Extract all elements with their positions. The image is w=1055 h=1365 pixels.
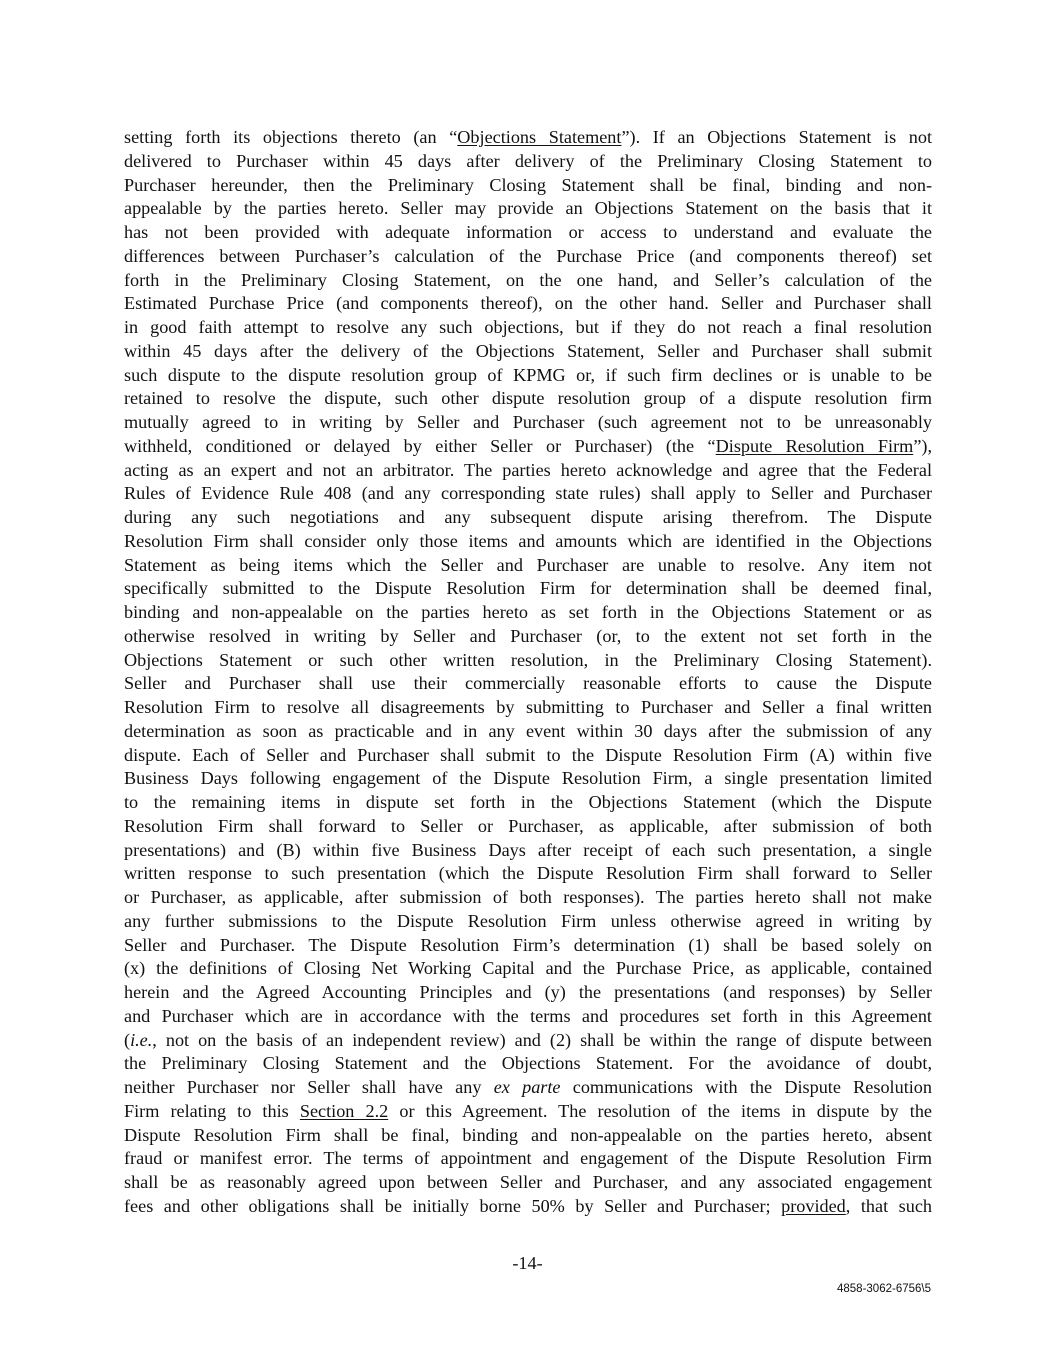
text-segment: , not on the basis of an independent review) and (2) shall be within the range of dispute between — [152, 1029, 932, 1050]
text-segment: determination as soon as practicable and in any event within 30 days after the submission of any — [124, 720, 932, 741]
text-segment: or Purchaser, as applicable, after submission of both responses). The parties hereto shall not make — [124, 887, 932, 907]
text-line — [124, 221, 932, 245]
document-id: 4858-3062-6756\5 — [837, 1283, 931, 1295]
text-segment: herein and the Agreed Accounting Principles and (y) the presentations (and responses) by Seller — [124, 982, 932, 1002]
text-line — [124, 126, 932, 150]
text-line — [124, 530, 932, 554]
text-line — [124, 269, 932, 293]
text-line — [124, 625, 932, 649]
text-segment: acting as an expert and not an arbitrator. The parties hereto acknowledge and agree that the Federal — [124, 459, 932, 480]
text-segment: , that such — [845, 1195, 932, 1216]
text-segment: Rules of Evidence Rule 408 (and any corresponding state rules) shall apply to Seller and Purchaser — [124, 483, 932, 504]
text-segment: withheld, conditioned or delayed by either Seller or Purchaser) (the “ — [124, 435, 716, 456]
text-segment: setting forth its objections thereto (an “ — [124, 127, 458, 147]
text-segment: binding and non-appealable on the parties hereto as set forth in the Objections Statement or as — [124, 602, 932, 622]
text-segment: during any such negotiations and any subsequent dispute arising therefrom. The Dispute — [124, 507, 932, 527]
text-segment: fraud or manifest error. The terms of appointment and engagement of the Dispute Resolution Firm — [124, 1148, 932, 1169]
text-segment: delivered to Purchaser within 45 days after delivery of the Preliminary Closing Statement to — [124, 150, 932, 171]
underlined-term: Section 2.2 — [299, 1100, 389, 1121]
text-segment: ( — [124, 1029, 131, 1050]
text-segment: and Purchaser which are in accordance with the terms and procedures set forth in this Agreement — [124, 1005, 932, 1026]
text-segment: shall be as reasonably agreed upon between Seller and Purchaser, and any associated engagement — [124, 1172, 932, 1192]
text-line — [124, 862, 932, 886]
text-segment: the Preliminary Closing Statement and the Objections Statement. For the avoidance of doubt, — [124, 1053, 932, 1074]
text-line — [124, 934, 932, 958]
text-segment: specifically submitted to the Dispute Resolution Firm for determination shall be deemed final, — [124, 578, 932, 599]
text-line — [124, 720, 932, 744]
text-line — [124, 482, 932, 506]
text-segment: written response to such presentation (which the Dispute Resolution Firm shall forward to Seller — [124, 863, 932, 884]
text-line — [124, 1100, 932, 1124]
text-segment: in good faith attempt to resolve any such objections, but if they do not reach a final resolution — [124, 317, 932, 337]
text-line — [124, 696, 932, 720]
text-line — [124, 1052, 932, 1076]
text-segment: forth in the Preliminary Closing Statement, on the one hand, and Seller’s calculation of the — [124, 269, 932, 290]
text-segment: to the remaining items in dispute set forth in the Objections Statement (which the Dispute — [124, 792, 932, 812]
text-line — [124, 245, 932, 269]
text-segment: presentations) and (B) within five Business Days after receipt of each such presentation, a single — [124, 839, 932, 860]
text-line — [124, 554, 932, 578]
text-line — [124, 1076, 932, 1100]
underlined-term: provided — [781, 1195, 846, 1216]
text-line — [124, 316, 932, 340]
text-line — [124, 767, 932, 791]
italic-term: i.e. — [130, 1029, 153, 1050]
text-segment: Statement as being items which the Seller and Purchaser are unable to resolve. Any item not — [124, 554, 932, 575]
text-line — [124, 292, 932, 316]
text-segment: has not been provided with adequate information or access to understand and evaluate the — [124, 222, 932, 242]
text-line — [124, 506, 932, 530]
text-segment: Dispute Resolution Firm shall be final, binding and non-appealable on the parties hereto, absent — [124, 1124, 932, 1145]
italic-term: ex parte — [493, 1077, 561, 1097]
text-segment: (x) the definitions of Closing Net Working Capital and the Purchase Price, as applicable, contained — [124, 958, 932, 979]
text-line — [124, 601, 932, 625]
text-segment: within 45 days after the delivery of the Objections Statement, Seller and Purchaser shall submit — [124, 340, 932, 361]
text-line — [124, 981, 932, 1005]
text-line — [124, 577, 932, 601]
text-line — [124, 411, 932, 435]
text-segment: Purchaser hereunder, then the Preliminary Closing Statement shall be final, binding and non- — [124, 174, 932, 195]
text-line — [124, 174, 932, 198]
text-segment: fees and other obligations shall be initially borne 50% by Seller and Purchaser; — [124, 1195, 782, 1216]
text-segment: otherwise resolved in writing by Seller and Purchaser (or, to the extent not set forth in the — [124, 625, 932, 646]
text-line — [124, 364, 932, 388]
text-line — [124, 387, 932, 411]
text-segment: Objections Statement or such other written resolution, in the Preliminary Closing Statement). — [124, 649, 932, 670]
underlined-term: Dispute Resolution Firm — [715, 435, 914, 456]
text-segment: appealable by the parties hereto. Seller may provide an Objections Statement on the basis that it — [124, 198, 932, 219]
text-segment: ”), — [913, 435, 932, 456]
text-segment: or this Agreement. The resolution of the items in dispute by the — [388, 1100, 932, 1121]
text-line — [124, 1171, 932, 1195]
text-line — [124, 815, 932, 839]
text-line — [124, 150, 932, 174]
text-line — [124, 197, 932, 221]
text-line — [124, 744, 932, 768]
text-line — [124, 1029, 932, 1053]
text-segment: Seller and Purchaser shall use their commercially reasonable efforts to cause the Dispute — [124, 673, 932, 694]
text-segment: such dispute to the dispute resolution group of KPMG or, if such firm declines or is unable to be — [124, 364, 932, 385]
underlined-term: Objections Statement — [457, 127, 622, 147]
text-segment: retained to resolve the dispute, such other dispute resolution group of a dispute resolution firm — [124, 388, 932, 409]
text-segment: ”). If an Objections Statement is not — [621, 127, 933, 147]
text-line — [124, 1005, 932, 1029]
text-segment: differences between Purchaser’s calculation of the Purchase Price (and components thereof) set — [124, 245, 932, 266]
text-segment: Resolution Firm shall consider only those items and amounts which are identified in the Objections — [124, 530, 932, 551]
text-line — [124, 1147, 932, 1171]
text-line — [124, 1195, 932, 1219]
text-line — [124, 910, 932, 934]
text-segment: Resolution Firm to resolve all disagreements by submitting to Purchaser and Seller a final written — [124, 697, 932, 717]
page-number: -14- — [512, 1253, 543, 1273]
text-line — [124, 791, 932, 815]
text-line — [124, 340, 932, 364]
text-segment: Business Days following engagement of the Dispute Resolution Firm, a single presentation limited — [124, 768, 932, 789]
text-line — [124, 672, 932, 696]
text-segment: Seller and Purchaser. The Dispute Resolution Firm’s determination (1) shall be based solely on — [124, 934, 932, 955]
text-segment: mutually agreed to in writing by Seller and Purchaser (such agreement not to be unreasonably — [124, 412, 932, 432]
text-segment: any further submissions to the Dispute Resolution Firm unless otherwise agreed in writing by — [124, 910, 932, 931]
text-line — [124, 649, 932, 673]
text-line — [124, 435, 932, 459]
text-segment: communications with the Dispute Resolution — [560, 1077, 932, 1097]
text-segment: Resolution Firm shall forward to Seller or Purchaser, as applicable, after submission of both — [124, 815, 932, 836]
text-line — [124, 459, 932, 483]
text-line — [124, 886, 932, 910]
body-paragraph — [124, 126, 932, 1219]
text-line — [124, 839, 932, 863]
text-segment: Estimated Purchase Price (and components thereof), on the other hand. Seller and Purchaser shall — [124, 293, 932, 314]
text-line — [124, 957, 932, 981]
text-segment: Firm relating to this — [124, 1100, 300, 1121]
text-line — [124, 1124, 932, 1148]
text-segment: dispute. Each of Seller and Purchaser shall submit to the Dispute Resolution Firm (A) within five — [124, 744, 932, 765]
text-segment: neither Purchaser nor Seller shall have any — [124, 1077, 494, 1097]
